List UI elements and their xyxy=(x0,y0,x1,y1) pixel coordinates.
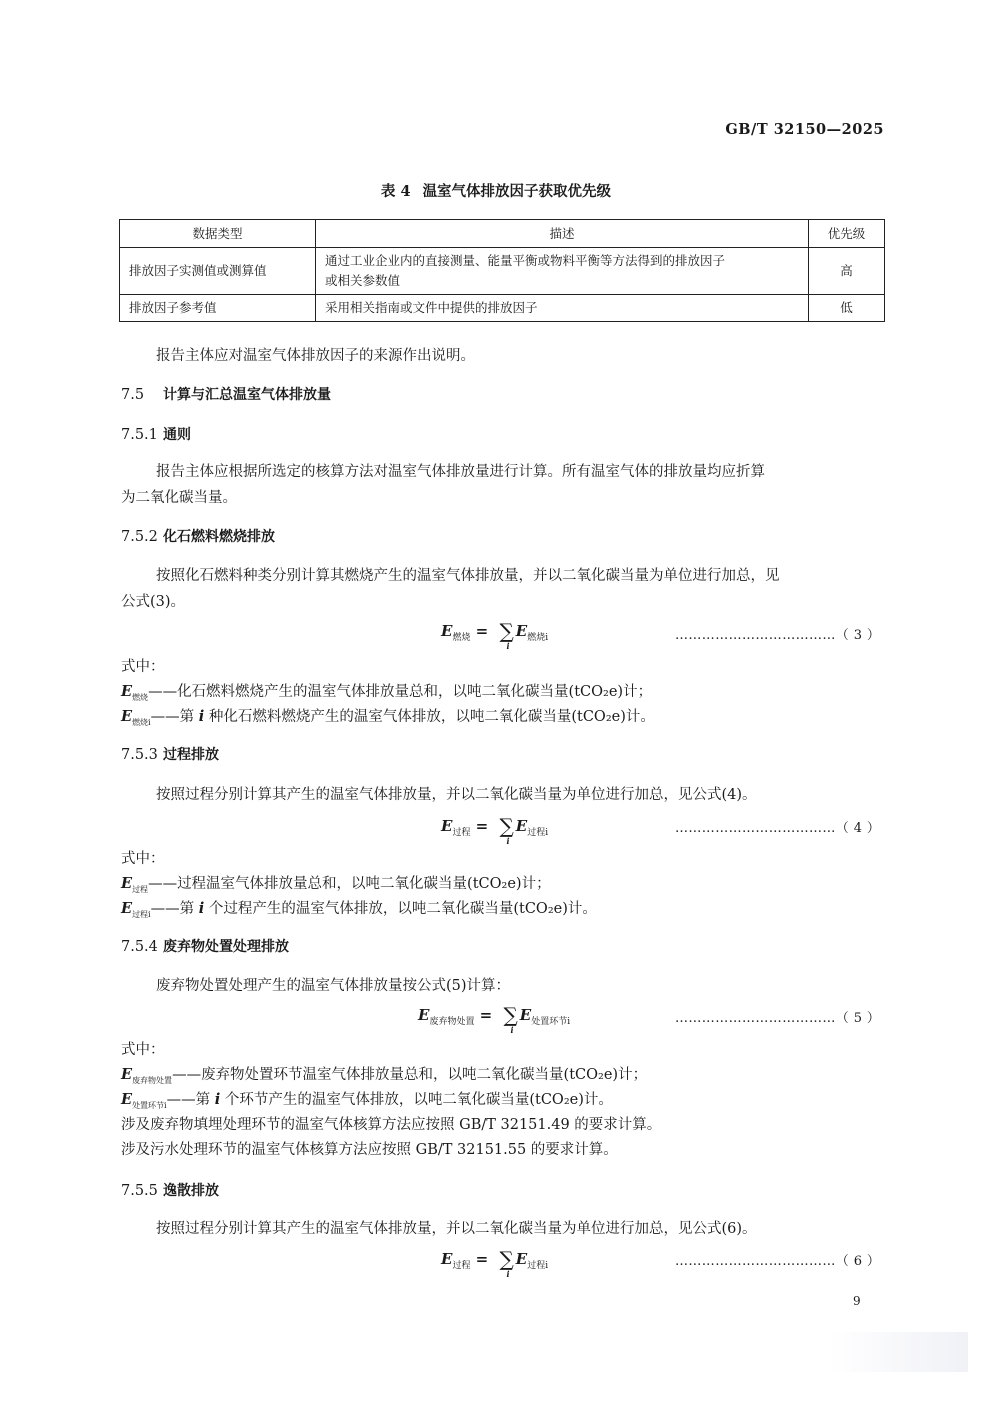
sum-icon: ∑ i xyxy=(499,619,514,651)
var-text: ——化石燃料燃烧产生的温室气体排放量总和，以吨二氧化碳当量(tCO₂e)计； xyxy=(148,684,653,700)
standard-number: GB/T 32150—2025 xyxy=(725,121,884,138)
sum-icon: ∑ i xyxy=(499,814,514,846)
eq-subscript: 燃烧i xyxy=(527,633,549,643)
eq-subscript: 过程 xyxy=(452,828,471,838)
var-text: ——第 xyxy=(150,709,199,725)
table-row xyxy=(120,295,885,322)
var-subscript: 过程i xyxy=(132,909,151,919)
equation-6: $E_{过程}$ = ∑ i $E_{过程i}$ xyxy=(441,1247,549,1279)
paragraph-line: 涉及废弃物填埋处理环节的温室气体核算方法应按照 GB/T 32151.49 的要求计算。 xyxy=(121,1117,662,1133)
section-number: 7.5.3 xyxy=(121,747,158,763)
paragraph-line: 涉及污水处理环节的温室气体核算方法应按照 GB/T 32151.55 的要求计算。 xyxy=(121,1142,618,1158)
var-text: 个过程产生的温室气体排放，以吨二氧化碳当量(tCO₂e)计。 xyxy=(204,901,597,917)
table-row xyxy=(120,248,885,295)
section-title: 逸散排放 xyxy=(163,1183,219,1199)
var-symbol: E xyxy=(121,1091,133,1108)
equation-number: ………………………………（ 6 ） xyxy=(675,1254,881,1269)
var-symbol: E xyxy=(121,1066,133,1083)
paragraph: 报告主体应对温室气体排放因子的来源作出说明。 xyxy=(156,348,475,364)
var-index: i xyxy=(214,1091,221,1108)
paragraph-line: 按照过程分别计算其产生的温室气体排放量，并以二氧化碳当量为单位进行加总，见公式(4)。 xyxy=(156,787,757,803)
section-title: 化石燃料燃烧排放 xyxy=(163,529,275,545)
eq-symbol: E xyxy=(441,1250,453,1268)
table-cell-priority: 高 xyxy=(809,248,885,295)
sum-icon: ∑ i xyxy=(503,1003,518,1035)
table-header-row xyxy=(120,220,885,248)
section-heading-7-5-2 xyxy=(121,527,275,547)
where-label: 式中： xyxy=(121,659,165,675)
sum-icon: ∑ i xyxy=(499,1247,514,1279)
var-subscript: 处置环节i xyxy=(132,1100,167,1110)
equation-number: ………………………………（ 3 ） xyxy=(675,628,881,643)
section-title: 通则 xyxy=(163,427,191,443)
var-symbol: E xyxy=(121,683,133,700)
table-caption-label: 表 4 xyxy=(380,183,411,200)
variable-definition xyxy=(121,1090,613,1116)
variable-definition xyxy=(121,899,597,925)
variable-definition xyxy=(121,874,551,900)
equation-3: $E_{燃烧}$ = ∑ i $E_{燃烧i}$ xyxy=(441,619,549,651)
sum-index: i xyxy=(510,1025,514,1035)
table-caption xyxy=(0,180,992,201)
var-text: 种化石燃料燃烧产生的温室气体排放，以吨二氧化碳当量(tCO₂e)计。 xyxy=(204,709,655,725)
eq-subscript: 处置环节i xyxy=(531,1017,571,1027)
eq-symbol: E xyxy=(418,1006,430,1024)
section-heading-7-5-3 xyxy=(121,745,219,765)
section-heading-7-5-4 xyxy=(121,937,289,957)
section-title: 过程排放 xyxy=(163,747,219,763)
eq-subscript: 过程i xyxy=(527,1261,549,1271)
table-caption-title: 温室气体排放因子获取优先级 xyxy=(422,183,612,200)
section-title: 废弃物处置处理排放 xyxy=(163,939,289,955)
section-number: 7.5.5 xyxy=(121,1183,158,1199)
paragraph-line: 废弃物处置处理产生的温室气体排放量按公式(5)计算： xyxy=(156,978,511,994)
section-title: 计算与汇总温室气体排放量 xyxy=(163,387,331,403)
var-text: ——过程温室气体排放量总和，以吨二氧化碳当量(tCO₂e)计； xyxy=(148,876,551,892)
equation-5: $E_{废弃物处置}$ = ∑ i $E_{处置环节i}$ xyxy=(418,1003,571,1035)
var-subscript: 废弃物处置 xyxy=(132,1075,173,1085)
desc-line: 或相关参数值 xyxy=(325,273,401,288)
eq-symbol: E xyxy=(515,622,528,640)
var-symbol: E xyxy=(121,900,133,917)
var-subscript: 过程 xyxy=(132,884,149,894)
section-heading-7-5 xyxy=(121,385,331,405)
page-number: 9 xyxy=(853,1294,861,1308)
sum-index: i xyxy=(506,641,510,651)
eq-symbol: E xyxy=(519,1006,532,1024)
equation-4: $E_{过程}$ = ∑ i $E_{过程i}$ xyxy=(441,814,549,846)
desc-line: 通过工业企业内的直接测量、能量平衡或物料平衡等方法得到的排放因子 xyxy=(325,253,726,268)
section-number: 7.5.1 xyxy=(121,427,158,443)
section-heading-7-5-1 xyxy=(121,425,191,445)
var-index: i xyxy=(198,900,205,917)
variable-definition xyxy=(121,1065,647,1091)
var-text: ——第 xyxy=(166,1092,215,1108)
sum-index: i xyxy=(506,836,510,846)
section-number: 7.5 xyxy=(121,387,145,403)
eq-subscript: 过程 xyxy=(452,1261,471,1271)
table-cell-type: 排放因子实测值或测算值 xyxy=(120,248,316,295)
section-number: 7.5.4 xyxy=(121,939,158,955)
where-label: 式中： xyxy=(121,851,165,867)
var-text: ——第 xyxy=(150,901,199,917)
var-index: i xyxy=(198,708,205,725)
eq-subscript: 燃烧 xyxy=(452,633,471,643)
var-subscript: 燃烧 xyxy=(132,692,149,702)
var-text: 个环节产生的温室气体排放，以吨二氧化碳当量(tCO₂e)计。 xyxy=(220,1092,613,1108)
table-cell-type: 排放因子参考值 xyxy=(120,295,316,322)
paragraph-line: 报告主体应根据所选定的核算方法对温室气体排放量进行计算。所有温室气体的排放量均应折算 xyxy=(156,464,765,480)
section-number: 7.5.2 xyxy=(121,529,158,545)
paragraph-line: 为二氧化碳当量。 xyxy=(121,490,237,506)
where-label: 式中： xyxy=(121,1042,165,1058)
eq-subscript: 过程i xyxy=(527,828,549,838)
paragraph-line: 按照化石燃料种类分别计算其燃烧产生的温室气体排放量，并以二氧化碳当量为单位进行加总，见 xyxy=(156,568,780,584)
table-header-cell: 优先级 xyxy=(809,220,885,248)
table-cell-desc xyxy=(316,248,809,295)
equation-number: ………………………………（ 4 ） xyxy=(675,821,881,836)
var-symbol: E xyxy=(121,708,133,725)
section-heading-7-5-5 xyxy=(121,1181,219,1201)
var-text: ——废弃物处置环节温室气体排放量总和，以吨二氧化碳当量(tCO₂e)计； xyxy=(172,1067,648,1083)
eq-symbol: E xyxy=(441,817,453,835)
eq-symbol: E xyxy=(441,622,453,640)
var-symbol: E xyxy=(121,875,133,892)
paragraph-line: 按照过程分别计算其产生的温室气体排放量，并以二氧化碳当量为单位进行加总，见公式(6)。 xyxy=(156,1221,757,1237)
variable-definition xyxy=(121,707,655,733)
eq-symbol: E xyxy=(515,817,528,835)
table-header-cell: 描述 xyxy=(316,220,809,248)
variable-definition xyxy=(121,682,652,708)
eq-subscript: 废弃物处置 xyxy=(429,1017,475,1027)
table-header-cell: 数据类型 xyxy=(120,220,316,248)
paragraph-line: 公式(3)。 xyxy=(121,594,186,610)
eq-symbol: E xyxy=(515,1250,528,1268)
table-cell-desc: 采用相关指南或文件中提供的排放因子 xyxy=(316,295,809,322)
watermark xyxy=(828,1332,968,1372)
sum-index: i xyxy=(506,1269,510,1279)
priority-table xyxy=(119,219,885,322)
var-subscript: 燃烧i xyxy=(132,717,151,727)
table-cell-priority: 低 xyxy=(809,295,885,322)
equation-number: ………………………………（ 5 ） xyxy=(675,1011,881,1026)
